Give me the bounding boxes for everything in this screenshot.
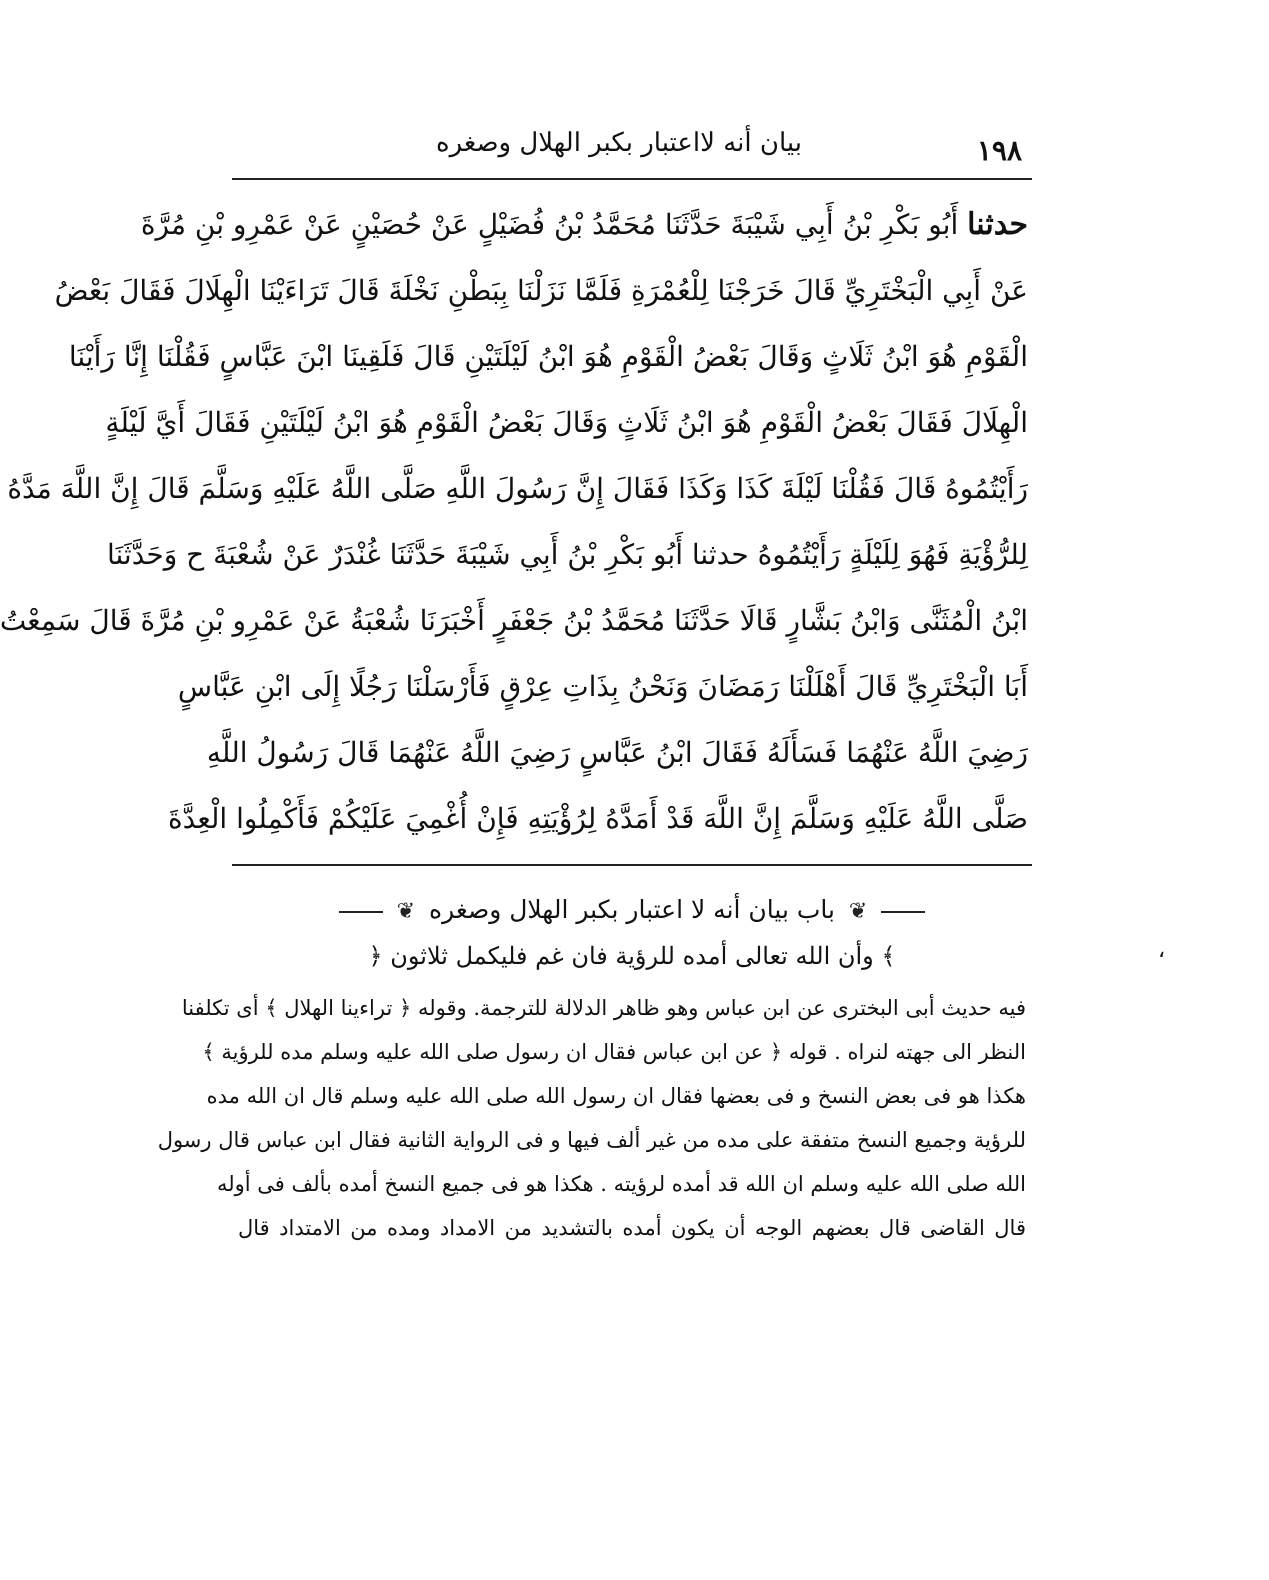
commentary-text [157,986,1032,1250]
document-page [0,120,1032,1250]
commentary-line: فيه حديث أبى البخترى عن ابن عباس وهو ظاهر الدلالة للترجمة. وقوله ﴿ تراءينا الهلال ﴾ أى تكلفنا [181,996,1026,1020]
hadith-line: لِلرُّؤْيَةِ فَهُوَ لِلَيْلَةٍ رَأَيْتُمُوهُ حدثنا أَبُو بَكْرِ بْنُ أَبِي شَيْبَةَ حَدَّثَنَا غُنْدَرٌ عَنْ شُعْبَةَ ح وَحَدَّثَنَا [106,538,1028,571]
chapter-subtitle-line [232,934,1032,978]
running-title: بيان أنه لااعتبار بكبر الهلال وصغره [435,128,802,158]
hadith-line: أَبَا الْبَخْتَرِيِّ قَالَ أَهْلَلْنَا رَمَضَانَ وَنَحْنُ بِذَاتِ عِرْقٍ فَأَرْسَلْنَا رَجُلًا إِلَى ابْنِ عَبَّاسٍ [177,670,1028,703]
commentary-line: هكذا هو فى بعض النسخ و فى بعضها فقال ان رسول الله صلى الله عليه وسلم قال ان الله مده [206,1084,1026,1108]
hadith-line: صَلَّى اللَّهُ عَلَيْهِ وَسَلَّمَ إِنَّ اللَّهَ قَدْ أَمَدَّهُ لِرُؤْيَتِهِ فَإِنْ أُغْمِيَ عَلَيْكُمْ فَأَكْمِلُوا الْعِدَّةَ [167,802,1028,835]
haddathana-marker: حدثنا [967,207,1028,242]
ornament-icon: ❦ [848,899,868,924]
hadith-line: رَأَيْتُمُوهُ قَالَ فَقُلْنَا لَيْلَةَ كَذَا وَكَذَا فَقَالَ إِنَّ رَسُولَ اللَّهِ صَلَّى اللَّهُ عَلَيْهِ وَسَلَّمَ قَالَ إِنَّ اللَّهَ مَدَّهُ [7,472,1028,505]
hadith-line: الْقَوْمِ هُوَ ابْنُ ثَلَاثٍ وَقَالَ بَعْضُ الْقَوْمِ هُوَ ابْنُ لَيْلَتَيْنِ قَالَ فَلَقِينَا ابْنَ عَبَّاسٍ فَقُلْنَا إِنَّا رَأَيْنَا [68,340,1028,373]
chapter-heading [232,888,1032,978]
chapter-subtitle: وأن الله تعالى أمده للرؤية فان غم فليكمل ثلاثون [390,942,874,970]
page-number: ١٩٨ [976,134,1022,167]
hadith-line-text: أَبُو بَكْرِ بْنُ أَبِي شَيْبَةَ حَدَّثَنَا مُحَمَّدُ بْنُ فُضَيْلٍ عَنْ حُصَيْنٍ عَنْ عَمْرِو بْنِ مُرَّةَ [140,208,968,241]
page-header [232,120,1032,178]
hadith-bottom-rule [232,864,1032,866]
bracket-close: ﴿ [368,942,383,970]
chapter-title: باب بيان أنه لا اعتبار بكبر الهلال وصغره [429,895,835,924]
hadith-line: ابْنُ الْمُثَنَّى وَابْنُ بَشَّارٍ قَالَا حَدَّثَنَا مُحَمَّدُ بْنُ جَعْفَرٍ أَخْبَرَنَا شُعْبَةُ عَنْ عَمْرِو بْنِ مُرَّةَ قَالَ سَمِعْتُ [0,604,1028,637]
chapter-dash [881,911,925,913]
margin-mark: ، [1158,938,1166,963]
hadith-line: رَضِيَ اللَّهُ عَنْهُمَا فَسَأَلَهُ فَقَالَ ابْنُ عَبَّاسٍ رَضِيَ اللَّهُ عَنْهُمَا قَالَ رَسُولُ اللَّهِ [206,736,1028,769]
hadith-line [140,192,1028,258]
bracket-open: ﴾ [881,942,896,970]
commentary-line: الله صلى الله عليه وسلم ان الله قد أمده لرؤيته . هكذا هو فى جميع النسخ أمده بألف فى أوله [216,1172,1026,1196]
chapter-dash [339,911,383,913]
commentary-line: للرؤية وجميع النسخ متفقة على مده من غير ألف فيها و فى الرواية الثانية فقال ابن عباس قال رسول [157,1128,1026,1152]
commentary-line: قال القاضى قال بعضهم الوجه أن يكون أمده بالتشديد من الامداد ومده من الامتداد قال [238,1216,1026,1240]
hadith-text [0,180,1032,860]
chapter-title-line [232,888,1032,934]
hadith-line: الْهِلَالَ فَقَالَ بَعْضُ الْقَوْمِ هُوَ ابْنُ ثَلَاثٍ وَقَالَ بَعْضُ الْقَوْمِ هُوَ ابْنُ لَيْلَتَيْنِ فَقَالَ أَيَّ لَيْلَةٍ [105,406,1028,439]
ornament-icon: ❦ [396,899,416,924]
hadith-line: عَنْ أَبِي الْبَخْتَرِيِّ قَالَ خَرَجْنَا لِلْعُمْرَةِ فَلَمَّا نَزَلْنَا بِبَطْنِ نَخْلَةَ قَالَ تَرَاءَيْنَا الْهِلَالَ فَقَالَ بَعْضُ [54,274,1028,307]
commentary-line: النظر الى جهته لنراه . قوله ﴿ عن ابن عباس فقال ان رسول صلى الله عليه وسلم مده للرؤية ﴾ [202,1040,1026,1064]
